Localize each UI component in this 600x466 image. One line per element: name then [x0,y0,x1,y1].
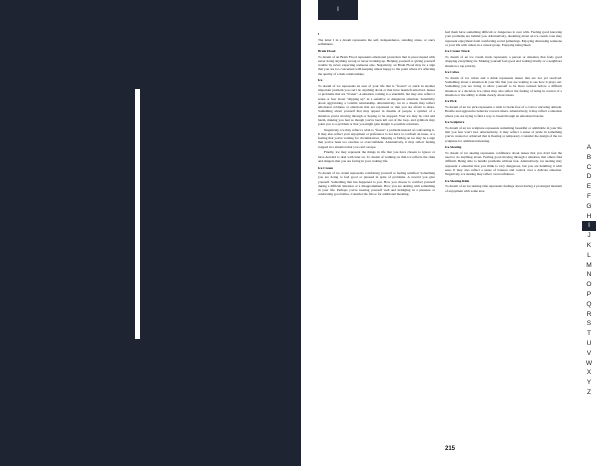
index-letter-n[interactable]: N [586,271,592,279]
text-column-1 [318,30,435,430]
index-letter-o[interactable]: O [586,281,592,289]
entry-text: To dream of an ice cream truck represents a person or situation that feels good dropping everything for. Making yourself feel good and waiting briefly or a neighbors situation a top priority. [445,55,562,68]
entry-text: Finally, ice may represent the things in life that you have chosen to ignore or have decided to deal with later on. To dream of walking on thin ice reflects the risks and dangers that you are facing in your waking life. [318,150,435,163]
entry-heading: Ice Sculpture [445,120,465,125]
index-letter-r[interactable]: R [586,310,592,318]
entry-text: feel them have something difficult or dangerous is over with. Feeling good knowing your problems are behind you. Alternatively, dreaming about an ice cream cone may represent enjoyment from comforting social gatherings. Enjoying discussing someone or your life with others in a casual group. Enjoying being liked. [445,30,562,47]
index-letter-g[interactable]: G [586,202,592,210]
index-letter-l[interactable]: L [587,251,591,259]
entry-text: To dream of an ice pick represents a wish to break free of a cold or uncaring attitude. Hostile and aggressive behavior toward others. Alternatively, it may reflect a situation where you are trying to find a way to break through an emotional barrier. [445,105,562,118]
index-letter-y[interactable]: Y [586,379,592,387]
index-letter-i[interactable]: I [582,221,596,231]
entry-text: To dream of an Brain Flood represents emotional protection that is preoccupied with never doing anything wrong or never looming up. Helping yourself or giving yourself trouble by never expecting someone else. Negatively, an Brain Flood may be a sign that you are too concerned with keeping others happy to the point where it's affecting the quality of a their relationships. [318,54,435,76]
index-letter-s[interactable]: S [586,320,592,328]
index-letter-u[interactable]: U [586,339,592,347]
index-letter-k[interactable]: K [586,241,592,249]
index-letter-j[interactable]: J [587,232,591,240]
entry-heading: Ice [318,78,323,83]
entry-heading: Ice Skating [445,145,462,150]
decorative-bar [135,89,140,339]
entry-text: To dream of an ice sculpture represents something beautiful or admirable in your life that you fear won't last. Alternatively, it may reflect a sense of pride in something you've created or achieved that is fleeting or temporary. Consider the design of the ice sculpture for additional meaning. [445,125,562,143]
index-letter-d[interactable]: D [586,173,592,181]
entry-heading: Ice Cream Truck [445,49,470,54]
text-column-2 [445,30,562,430]
index-letter-x[interactable]: X [586,369,592,377]
entry-text: The letter I in a dream represents the self, independence, standing alone, or one's selfishness. [318,38,435,47]
entry-text: To dream of ice cubes and a drink represents issues that are not yet resolved. Something about a situation in your life that you are waiting to see how it plays out. Something you are doing to allow yourself to be more relaxed before a difficult situation or a decision. Ice cubes may also reflect the feeling of being in control of a situation or the ability to think clearly about issues. [445,75,562,97]
index-letter-m[interactable]: M [586,261,592,269]
index-letter-e[interactable]: E [586,183,592,191]
page-number: 215 [444,446,455,452]
entry-text: Negatively, ice may reflect a wish to "freeze" a problem instead of confronting it. It may also reflect your enjoyment or preference to not have to confront an issue, or a feeling that you're waiting for circumstances. Slipping or falling on ice may be a sign that you've been too careless or overconfident. Alternatively, it may reflect feeling trapped in a situation that you can't escape. [318,127,435,149]
entry-heading: Ice Pick [445,99,457,104]
index-letter-f[interactable]: F [586,192,592,200]
index-letter-q[interactable]: Q [586,300,592,308]
entry-heading: Brain Flood [318,48,336,53]
index-letter-w[interactable]: W [585,359,593,367]
index-letter-b[interactable]: B [586,153,592,161]
entry-heading: I [318,32,320,37]
index-letter-h[interactable]: H [586,212,592,220]
index-letter-v[interactable]: V [586,349,592,357]
entry-text: To dream of ice skating represents confidence about issues that you don't feel the need to do anything about. Feeling good moving through a situation that others find difficult. Being able to handle problems without fear. Alternatively, ice skating may represent a situation that you think is very dangerous, but you are handling it with ease. It may also reflect a sense of balance and control over a delicate situation. Negatively, ice skating may reflect overconfidence. [445,150,562,177]
index-letter-a[interactable]: A [586,144,592,151]
index-letter-t[interactable]: T [586,330,592,338]
index-letter-c[interactable]: C [586,163,592,171]
entry-heading: Ice Skating Rink [445,178,470,183]
entry-heading: Ice Cubes [445,70,460,75]
entry-text: To dream of an ice skating rink represents feelings about having a prolonged moment of enjoyment with some area [445,184,562,193]
index-letter-p[interactable]: P [586,290,592,298]
entry-text: To dream of ice represents an area of your life that is "frozen" or stuck in another important problem you can't do anything about or that have beenleft unsolved. Issues or problems that are "frozen". A situation coming to a standstill, but may also reflect a sense or fear about "slipping up" in a sensitive or dangerous situation. Sensitivity about aggravating a volatile relationship. Alternatively, ice in a dream may reflect emotional coldness or emotions that are repressed or that you are afraid to share. Something about yourself that may appear in dreams of people, a symbol of a situation you're moving through or hoping to be stopped. Your ice may be cold and harsh, making you feel as though you've been left out of the loop, and symbols may point you to a problem or that you might gain insight to possible solutions. [318,83,435,127]
index-letter-z[interactable]: Z [586,388,592,396]
entry-text: To dream of ice cream represents comforting yourself or feeling satisfied. Something you are doing to feel good or pleased in spite of problems. A reward you give yourself. Something that has happened to you. How you choose to comfort yourself during a difficult situation or a disappointment. How you are dealing with something in your life. Perhaps you're treating yourself well and indulging in a pleasure or celebrating good times. Consider the flavor for additional meaning. [318,171,435,197]
entry-heading: Ice Cream [318,165,334,170]
alphabet-index [582,143,596,398]
section-tab: I [318,0,358,20]
